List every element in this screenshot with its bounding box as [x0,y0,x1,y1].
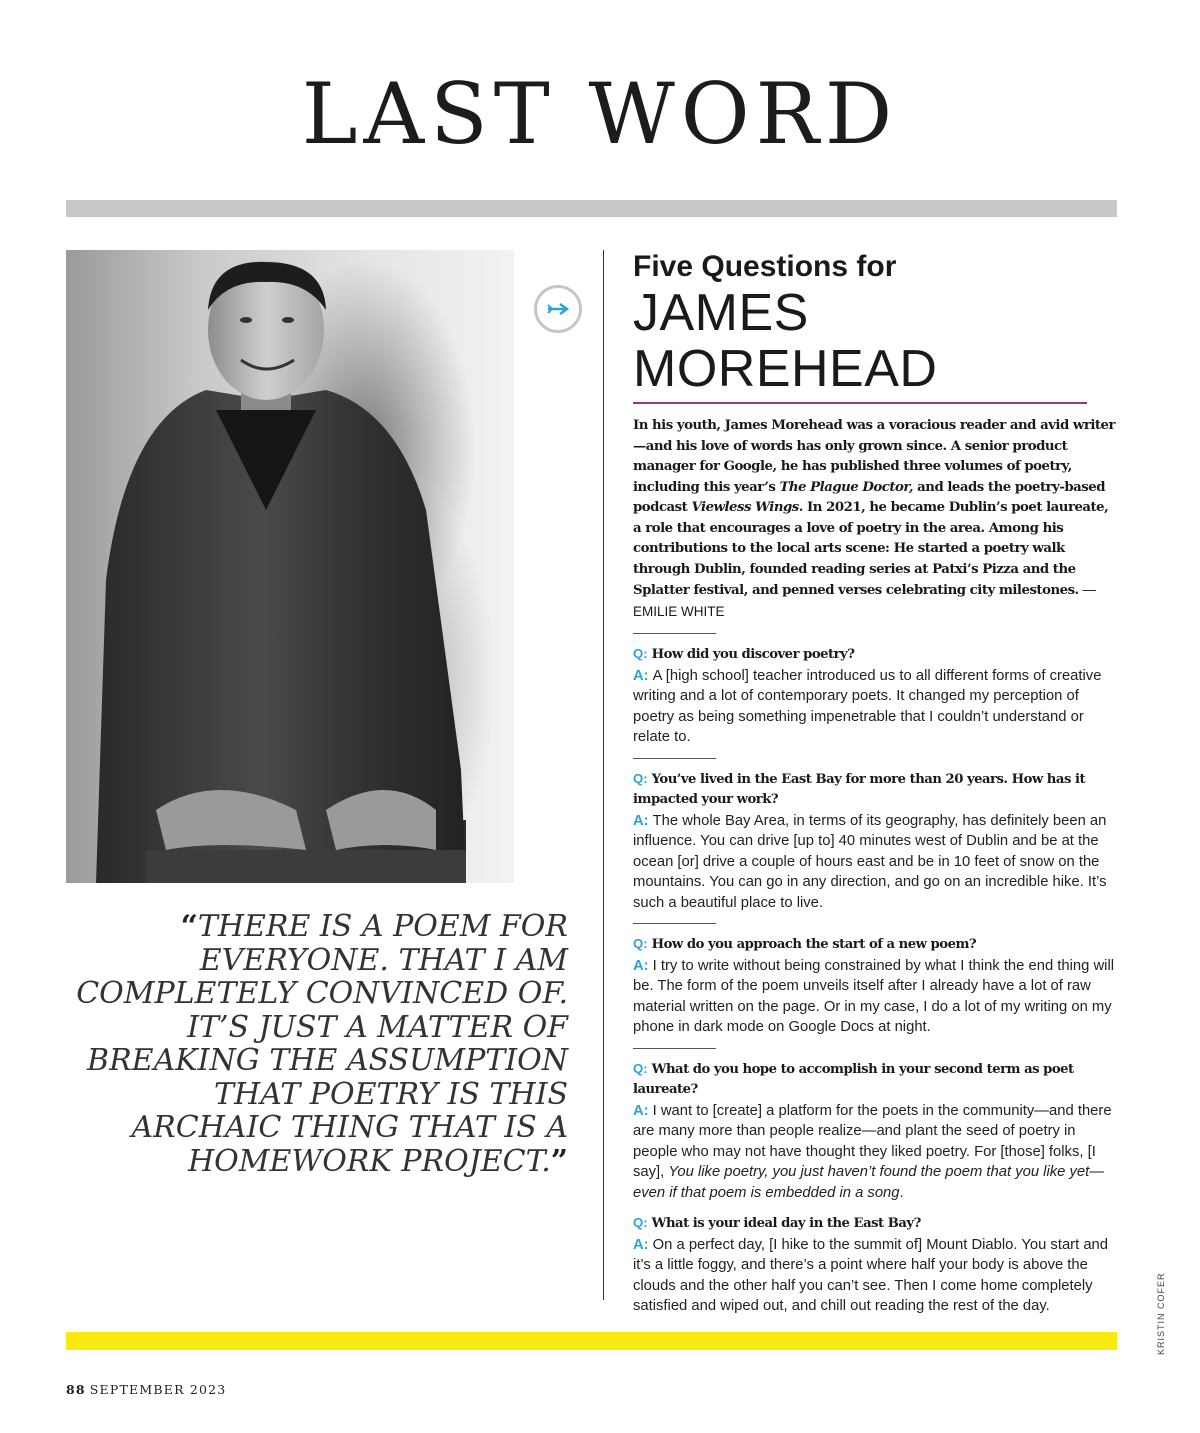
a-label: A: [633,667,649,684]
answer-text: On a perfect day, [I hike to the summit of] Mount Diablo. You start and it’s a little foggy, and there’s a point where half your body is above the clouds and the other half you can’t see. Then I come home completely satisfied and wiped out, and chill out reading the rest of the day. [633,1236,1109,1314]
qa-divider [633,1048,716,1049]
qa-divider [633,633,716,634]
portrait-photo [66,250,514,883]
arrow-right-icon [546,302,570,316]
qa-answer [633,811,1119,914]
question-text: You’ve lived in the East Bay for more than 20 years. How has it impacted your work? [633,771,1086,807]
q-label: Q: [633,770,648,786]
qa-question [633,644,1119,666]
pull-quote-text: THERE IS A POEM FOR EVERYONE. THAT I AM COMPLETELY CONVINCED OF. IT’S JUST A MATTER OF BREAKING THE ASSUMPTION THAT POETRY IS THIS ARCHAIC THING THAT IS A HOMEWORK PROJECT. [76,909,568,1179]
qa-answer [633,956,1119,1038]
column-divider [603,250,604,1300]
qa-question [633,769,1119,811]
issue-date: SEPTEMBER 2023 [89,1382,227,1397]
a-label: A: [633,1236,649,1253]
answer-text: I try to write without being constrained by what I think the end thing will be. The form of the poem unveils itself after I already have a lot of raw material written on the page. Or in my case, I do a lot of my writing on my phone in dark mode on Google Docs at night. [633,957,1115,1035]
question-text: How do you approach the start of a new poem? [651,937,977,952]
footer-accent-bar [66,1332,1117,1350]
article-name-line-1: JAMES [633,284,809,342]
intro-book-title: The Plague Doctor, [779,479,914,495]
article-column [633,250,1119,1317]
qa-item [633,644,1119,748]
pull-quote-open-mark: “ [180,909,198,944]
question-text: What do you hope to accomplish in your second term as poet laureate? [633,1061,1074,1097]
qa-answer [633,1101,1119,1204]
pull-quote-close-mark: ” [550,1143,568,1179]
qa-question [633,1213,1119,1235]
intro-podcast-title: Viewless Wings. [691,500,803,515]
qa-divider [633,923,716,924]
q-label: Q: [633,1060,648,1076]
article-name-line-2: MOREHEAD [633,340,938,398]
answer-end-text: . [899,1184,904,1201]
qa-answer [633,666,1119,748]
qa-divider [633,758,716,759]
a-label: A: [633,957,649,974]
intro-text-1: In his youth, James Morehead was a voracious reader and avid writer—and his love of words has only grown since. A senior product manager for Google, he has published three volumes of poetry, including this year’s [633,418,1116,495]
arrow-badge [534,285,582,333]
qa-item [633,934,1119,1038]
qa-answer [633,1235,1119,1317]
pull-quote [70,910,568,1178]
q-label: Q: [633,936,648,951]
qa-item [633,769,1119,914]
answer-text: A [high school] teacher introduced us to all different forms of creative writing and a lot of contemporary poets. It changed my perception of poetry as being something impenetrable that I couldn’t understand or relate to. [633,667,1102,745]
qa-question [633,934,1119,956]
intro-byline: —EMILIE WHITE [633,582,1096,619]
intro-text-2: and leads the poetry-based podcast [633,479,1105,515]
qa-item [633,1059,1119,1204]
article-kicker: Five Questions for [633,250,897,283]
a-label: A: [633,812,649,829]
q-label: Q: [633,646,648,661]
page-folio [66,1382,226,1397]
question-text: What is your ideal day in the East Bay? [651,1216,921,1231]
intro-paragraph [633,416,1119,623]
header-divider [66,200,1117,217]
masthead-title: LAST WORD [301,65,899,163]
intro-text-3: In 2021, he became Dublin’s poet laureate, a role that encourages a love of poetry in the area. Among his contributions to the local arts scene: He started a poetry walk through Dublin, founded reading series at Patxi’s Pizza and the Splatter festival, and penned verses celebrating city milestones. [633,500,1109,598]
answer-text: I want to [create] a platform for the poets in the community—and there are many more than people realize—and plant the seed of poetry in people who may not have thought they liked poetry. For [those] folks, [I say], [633,1102,1112,1180]
answer-text: The whole Bay Area, in terms of its geography, has definitely been an influence. You can drive [up to] 40 minutes west of Dublin and be at the ocean [or] drive a couple of hours east and be in 10 feet of snow on the mountains. You can go in any direction, and go on an incredible hike. It’s such a beautiful place to live. [633,812,1107,911]
page-number: 88 [66,1382,86,1397]
answer-italic-text: You like poetry, you just haven’t found the poem that you like yet—even if that poem is embedded in a song [633,1164,1105,1201]
title-rule [633,402,1087,404]
qa-question [633,1059,1119,1101]
question-text: How did you discover poetry? [651,647,855,662]
photo-credit: KRISTIN COFER [1156,1272,1166,1355]
q-label: Q: [633,1215,648,1230]
qa-item [633,1213,1119,1317]
a-label: A: [633,1102,649,1119]
